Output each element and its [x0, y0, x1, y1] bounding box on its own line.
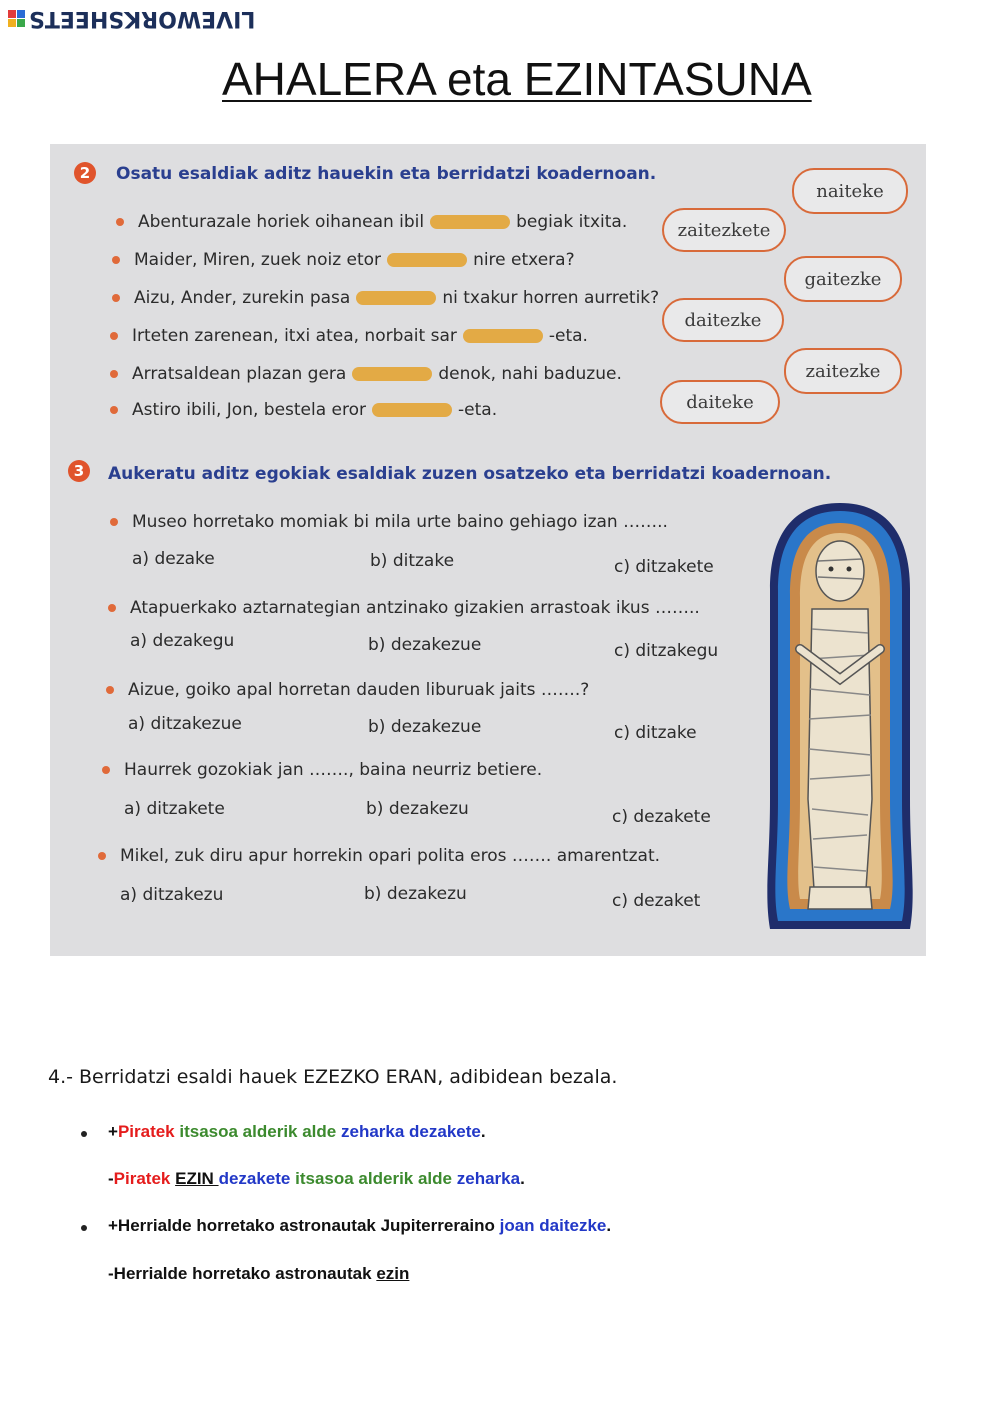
option-b[interactable]: b) dezakezu — [366, 799, 469, 819]
exercise-4-instruction: 4.- Berridatzi esaldi hauek EZEZKO ERAN, adibidean bezala. — [48, 1066, 618, 1088]
question-1 — [110, 512, 668, 532]
period: . — [606, 1216, 612, 1235]
bullet-icon — [110, 370, 118, 378]
question-text: Museo horretako momiak bi mila urte baino gehiago izan …….. — [132, 512, 668, 532]
option-b[interactable]: b) dezakezue — [368, 635, 482, 655]
bullet-icon — [112, 256, 120, 264]
example-1-negative — [108, 1169, 525, 1189]
mummy-sarcophagus-illustration — [760, 499, 920, 939]
verb-pill: daitezke — [662, 298, 784, 342]
sentence-text: -Herrialde horretako astronautak — [108, 1264, 372, 1283]
sentence-text: ni txakur horren aurretik? — [442, 288, 660, 308]
logo-text: LIVEWORKSHEETS — [29, 6, 256, 31]
bullet-icon — [106, 686, 114, 694]
object-text: itsasoa alderik alde — [295, 1169, 452, 1188]
question-text: Haurrek gozokiak jan ……., baina neurriz betiere. — [124, 760, 543, 780]
sentence-1 — [116, 212, 627, 232]
sentence-6 — [110, 400, 497, 420]
object-text: itsasoa alderik alde — [179, 1122, 337, 1141]
option-c[interactable]: c) dezakete — [612, 807, 711, 827]
answer-blank[interactable] — [352, 367, 432, 381]
option-b[interactable]: b) ditzake — [370, 551, 455, 571]
example-1-affirmative — [108, 1122, 486, 1142]
bullet-icon — [102, 766, 110, 774]
sentence-text: +Herrialde horretako astronautak Jupiterreraino — [108, 1216, 495, 1235]
option-b[interactable]: b) dezakezu — [364, 884, 467, 904]
section-2-number: 2 — [74, 162, 96, 184]
sentence-3 — [112, 288, 659, 308]
answer-blank[interactable] — [356, 291, 436, 305]
section-3-heading: Aukeratu aditz egokiak esaldiak zuzen osatzeko eta berridatzi koadernoan. — [108, 464, 832, 484]
sentence-text: Irteten zarenean, itxi atea, norbait sar — [132, 326, 457, 346]
sentence-text: begiak itxita. — [516, 212, 628, 232]
question-text: Atapuerkako aztarnategian antzinako gizakien arrastoak ikus …….. — [130, 598, 700, 618]
question-3 — [106, 680, 589, 700]
section-3-number: 3 — [68, 460, 90, 482]
question-text: Aizue, goiko apal horretan dauden liburuak jaits …….? — [128, 680, 590, 700]
sentence-5 — [110, 364, 622, 384]
question-text: Mikel, zuk diru apur horrekin opari polita eros ……. amarentzat. — [120, 846, 661, 866]
liveworksheets-logo — [8, 6, 255, 31]
ezin-word: ezin — [376, 1264, 410, 1283]
example-2-negative-answer[interactable] — [108, 1264, 409, 1284]
sentence-text: -eta. — [548, 326, 588, 346]
sentence-text: Arratsaldean plazan gera — [132, 364, 347, 384]
textbook-photo — [50, 144, 926, 956]
answer-blank[interactable] — [387, 253, 467, 267]
bullet-icon — [110, 518, 118, 526]
option-a[interactable]: a) ditzakete — [124, 799, 225, 819]
option-c[interactable]: c) dezaket — [612, 891, 701, 911]
verb-pill: zaitezke — [784, 348, 902, 394]
subject-text: Piratek — [113, 1169, 171, 1188]
sentence-text: Astiro ibili, Jon, bestela eror — [132, 400, 367, 420]
bullet-icon — [81, 1131, 87, 1137]
verb-pill: gaitezke — [784, 256, 902, 302]
period: . — [480, 1122, 486, 1141]
plus-sign: + — [108, 1122, 118, 1141]
question-5 — [98, 846, 660, 866]
ezin-word: EZIN — [175, 1169, 219, 1188]
sentence-text: Abenturazale horiek oihanean ibil — [138, 212, 425, 232]
sentence-2 — [112, 250, 575, 270]
bullet-icon — [98, 852, 106, 860]
verb-text: joan daitezke — [499, 1216, 607, 1235]
bullet-icon — [116, 218, 124, 226]
bullet-icon — [81, 1225, 87, 1231]
answer-blank[interactable] — [463, 329, 543, 343]
sentence-text: Maider, Miren, zuek noiz etor — [134, 250, 382, 270]
logo-icon — [8, 10, 25, 27]
option-c[interactable]: c) ditzake — [614, 723, 697, 743]
option-c[interactable]: c) ditzakegu — [614, 641, 719, 661]
sentence-text: -eta. — [458, 400, 498, 420]
answer-blank[interactable] — [430, 215, 510, 229]
option-c[interactable]: c) ditzakete — [614, 557, 714, 577]
adverb-text: zeharka — [456, 1169, 521, 1188]
sentence-text: nire etxera? — [473, 250, 575, 270]
option-b[interactable]: b) dezakezue — [368, 717, 482, 737]
answer-blank[interactable] — [372, 403, 452, 417]
page-title: AHALERA eta EZINTASUNA — [222, 53, 812, 105]
bullet-icon — [110, 406, 118, 414]
sentence-text: denok, nahi baduzue. — [438, 364, 622, 384]
option-a[interactable]: a) dezake — [132, 549, 215, 569]
question-4 — [102, 760, 542, 780]
period: . — [520, 1169, 525, 1188]
verb-pill: zaitezkete — [662, 208, 786, 252]
option-a[interactable]: a) ditzakezue — [128, 714, 242, 734]
subject-text: Piratek — [117, 1122, 175, 1141]
verb-pill: daiteke — [660, 380, 780, 424]
option-a[interactable]: a) dezakegu — [130, 631, 235, 651]
question-2 — [108, 598, 700, 618]
verb-text: zeharka dezakete — [340, 1122, 481, 1141]
verb-text: dezakete — [218, 1169, 291, 1188]
minus-sign: - — [108, 1169, 114, 1188]
sentence-4 — [110, 326, 588, 346]
bullet-icon — [112, 294, 120, 302]
verb-pill: naiteke — [792, 168, 908, 214]
example-2-affirmative — [108, 1216, 611, 1236]
section-2-heading: Osatu esaldiak aditz hauekin eta berridatzi koadernoan. — [116, 164, 657, 184]
bullet-icon — [108, 604, 116, 612]
option-a[interactable]: a) ditzakezu — [120, 885, 224, 905]
bullet-icon — [110, 332, 118, 340]
sentence-text: Aizu, Ander, zurekin pasa — [134, 288, 351, 308]
